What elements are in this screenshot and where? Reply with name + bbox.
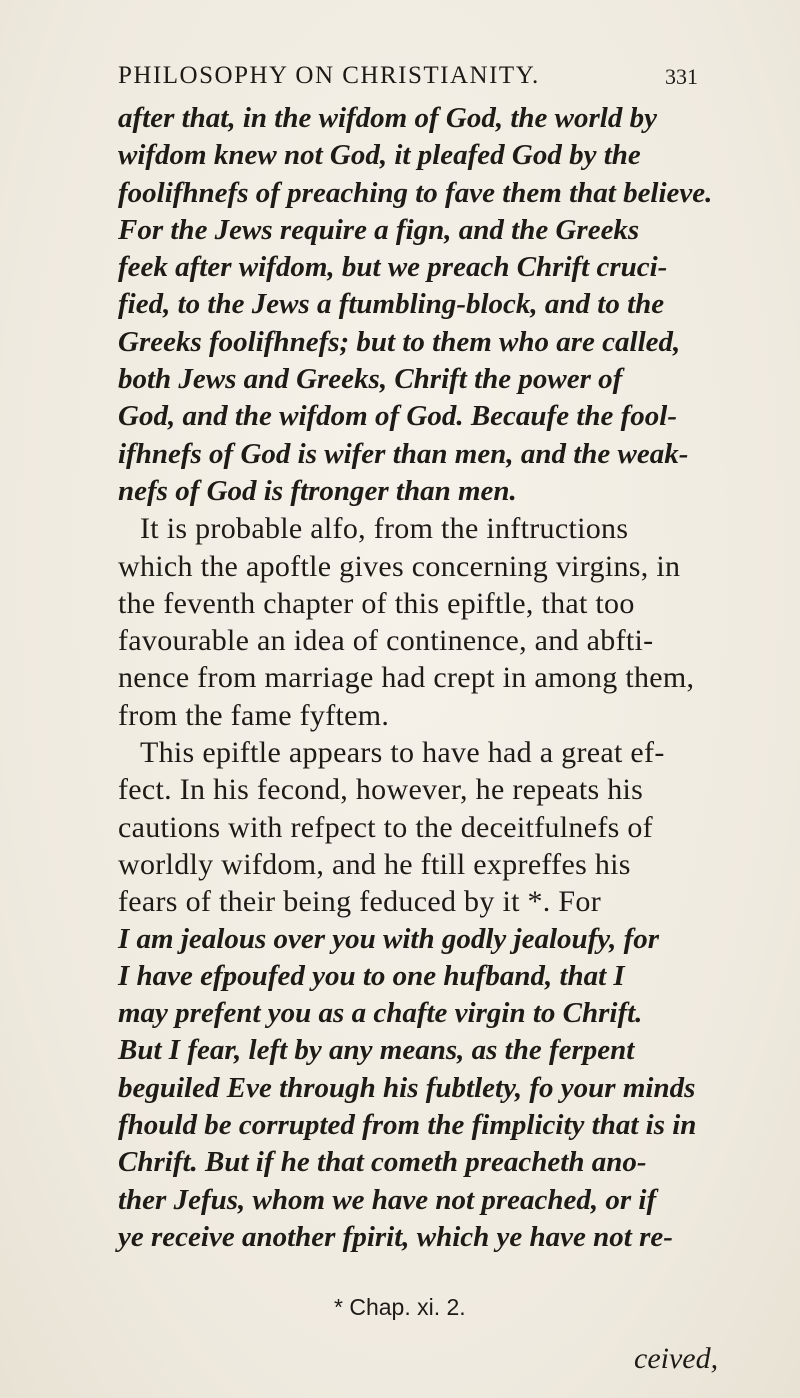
text-line: fhould be corrupted from the fimplicity that is in	[118, 1109, 697, 1142]
catchword: ceived,	[634, 1342, 719, 1375]
text-line: the feventh chapter of this epiftle, that too	[118, 586, 635, 620]
text-line: worldly wifdom, and he ftill expreffes his	[118, 847, 631, 881]
text-line: ifhnefs of God is wifer than men, and the weak-	[118, 437, 689, 470]
text-line: feek after wifdom, but we preach Chrift cruci-	[118, 251, 668, 284]
text-line: But I fear, left by any means, as the ferpent	[118, 1034, 635, 1067]
body-text	[118, 100, 718, 1256]
text-line: For the Jews require a fign, and the Greeks	[118, 213, 640, 246]
text-line: may prefent you as a chafte virgin to Chrift.	[118, 997, 643, 1030]
running-title: PHILOSOPHY ON CHRISTIANITY.	[118, 62, 540, 89]
footnote: * Chap. xi. 2.	[334, 1294, 466, 1320]
text-line: fied, to the Jews a ftumbling-block, and to the	[118, 288, 665, 321]
text-line: Greeks foolifhnefs; but to them who are called,	[118, 325, 681, 358]
text-line: beguiled Eve through his fubtlety, fo your minds	[118, 1071, 696, 1104]
text-line: wifdom knew not God, it pleafed God by the	[118, 139, 641, 172]
text-line: It is probable alfo, from the inftructions	[140, 512, 629, 546]
text-line: cautions with refpect to the deceitfulnefs of	[118, 810, 653, 844]
text-line: ye receive another fpirit, which ye have not re-	[118, 1220, 673, 1253]
text-line: This epiftle appears to have had a great ef-	[140, 736, 665, 770]
page-number: 331	[665, 64, 698, 89]
text-line: both Jews and Greeks, Chrift the power of	[118, 363, 623, 396]
text-line: fears of their being feduced by it *. For	[118, 885, 601, 919]
text-line: God, and the wifdom of God. Becaufe the fool-	[118, 400, 678, 433]
text-line: nence from marriage had crept in among them,	[118, 661, 695, 695]
text-line: from the fame fyftem.	[118, 698, 390, 732]
text-line: Chrift. But if he that cometh preacheth ano-	[118, 1146, 647, 1179]
running-head	[118, 62, 698, 102]
text-line: fect. In his fecond, however, he repeats his	[118, 773, 644, 807]
text-line: I have efpoufed you to one hufband, that I	[118, 959, 625, 992]
text-line: I am jealous over you with godly jealoufy, for	[118, 922, 660, 955]
text-line: after that, in the wifdom of God, the world by	[118, 102, 657, 134]
text-line: favourable an idea of continence, and abfti-	[118, 624, 654, 658]
text-line: nefs of God is ftronger than men.	[118, 474, 517, 507]
text-line: ther Jefus, whom we have not preached, or if	[118, 1183, 657, 1216]
text-line: foolifhnefs of preaching to fave them that believe.	[118, 176, 713, 209]
text-line: which the apoftle gives concerning virgins, in	[118, 549, 681, 583]
